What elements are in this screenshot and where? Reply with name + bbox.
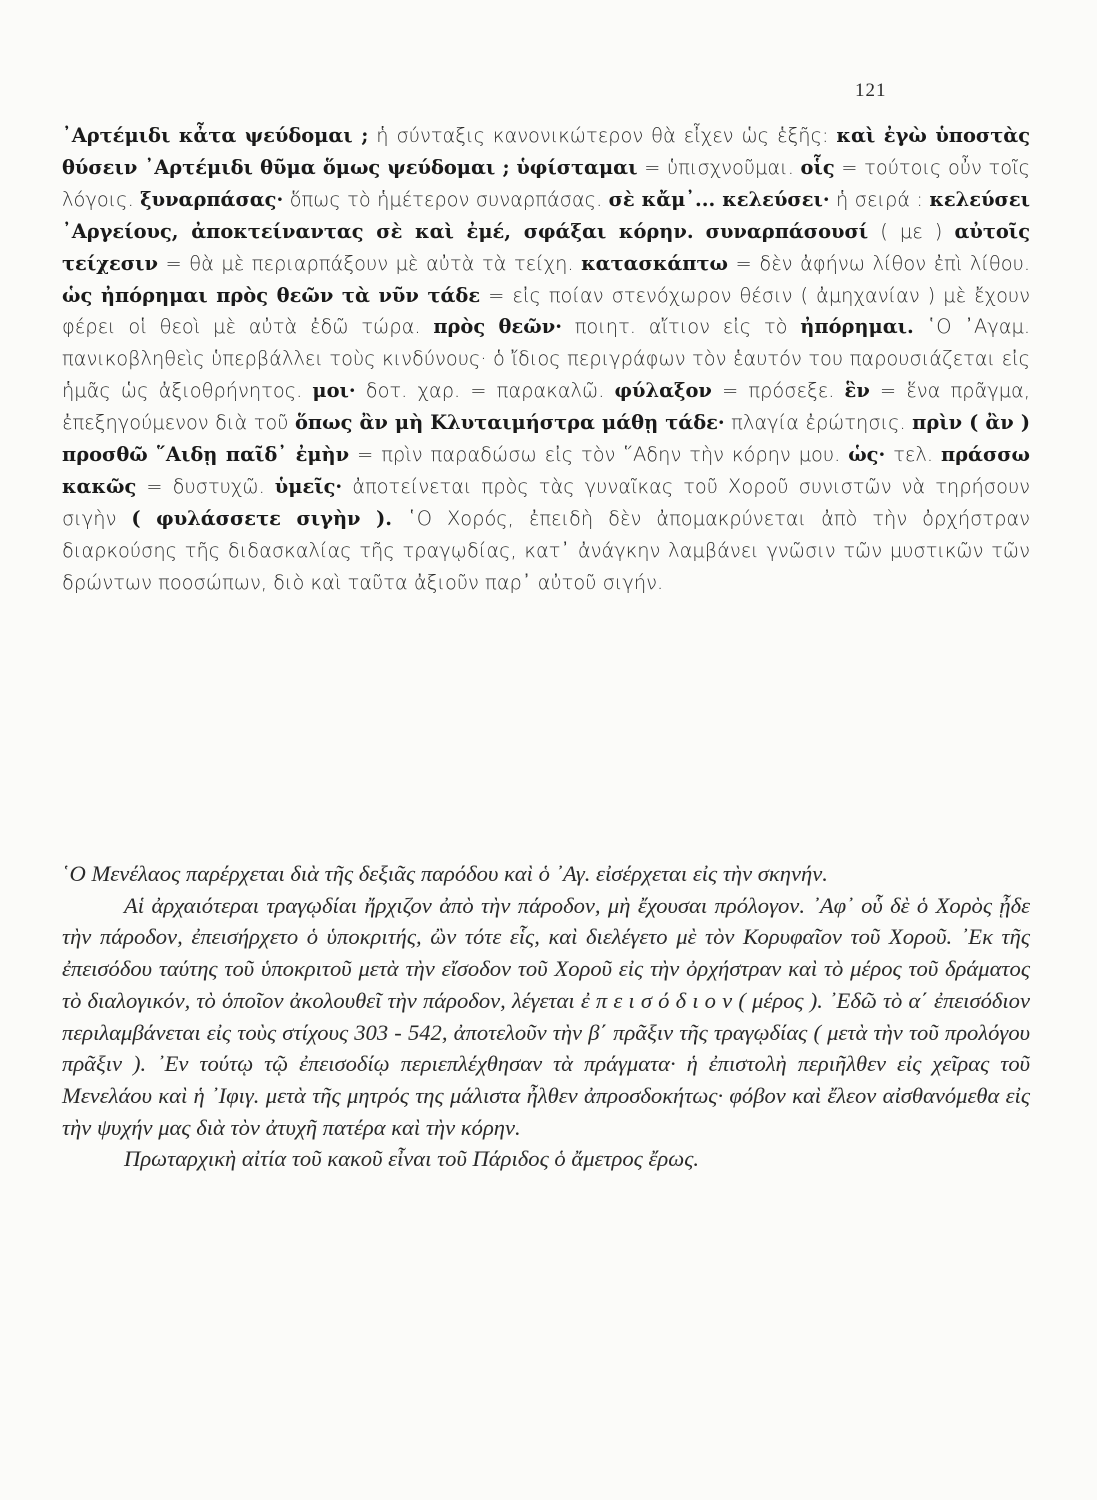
gloss: πλαγία ἐρώτησις. xyxy=(724,411,913,435)
lemma: φύλαξον xyxy=(614,379,712,403)
lemma: ἠπόρημαι. xyxy=(800,315,914,339)
italic-section xyxy=(62,858,1030,1175)
lemma: ὑφίσταμαι xyxy=(516,155,638,179)
gloss: = δυστυχῶ. xyxy=(136,474,275,498)
lemma: κελεύσει ᾿Αργείους, ἀποκτείναντας σὲ καὶ ἐμέ, σφάξαι κόρην. xyxy=(62,187,1030,243)
gloss: ὅπως τὸ ἡμέτερον συναρπάσας. xyxy=(283,187,609,211)
lemma: κατασκάπτω xyxy=(581,251,728,275)
lemma: ὡς ἠπόρημαι πρὸς θεῶν τὰ νῦν τάδε xyxy=(62,283,481,307)
gloss: = δὲν ἀφήνω λίθον ἐπὶ λίθου. xyxy=(728,251,1030,275)
gloss: ( με ) xyxy=(868,219,955,243)
lemma: ξυναρπάσας· xyxy=(140,187,284,211)
lemma: πρὸς θεῶν· xyxy=(433,315,562,339)
lemma: ἓν xyxy=(844,379,870,403)
episode-explanation: Αἱ ἀρχαιότεραι τραγῳδίαι ἤρχιζον ἀπὸ τὴν πάροδον, μὴ ἔχουσαι πρόλογον. ᾿Αφ᾿ οὗ δὲ ὁ Χορὸς ᾖδε τὴν πάροδον, ἐπεισήρχετο ὁ ὑποκριτής, ὢν τότε εἷς, καὶ διελέγετο μὲ τὸν Κορυφαῖον τοῦ Χοροῦ. ᾿Εκ τῆς ἐπεισόδου ταύτης τοῦ ὑποκριτοῦ μετὰ τὴν εἴσοδον τοῦ Χοροῦ εἰς τὴν ὀρχήστραν καὶ τὸ μέρος τοῦ δράματος τὸ διαλογικόν, τὸ ὁποῖον ἀκολουθεῖ τὴν πάροδον, λέγεται ἐ π ε ι σ ό δ ι ο ν ( μέρος ). ᾿Εδῶ τὸ α΄ ἐπεισόδιον περιλαμβάνεται εἰς τοὺς στίχους 303 - 542, ἀποτελοῦν τὴν β΄ πρᾶξιν τῆς τραγῳδίας ( μετὰ τὴν τοῦ προλόγου πρᾶξιν ). ᾿Εν τούτῳ τῷ ἐπεισοδίῳ περιεπλέχθησαν τὰ πράγματα· ἡ ἐπιστολὴ περιῆλθεν εἰς χεῖρας τοῦ Μενελάου καὶ ἡ ᾿Ιφιγ. μετὰ τῆς μητρός της μάλιστα ἦλθεν ἀπροσδοκήτως· φόβον καὶ ἔλεον αἰσθανόμεθα εἰς τὴν ψυχήν μας διὰ τὸν ἀτυχῆ πατέρα καὶ τὴν κόρην. xyxy=(62,892,1030,1140)
lemma: πράσσω κακῶς xyxy=(62,443,1031,498)
lemma: ( φυλάσσετε σιγὴν ). xyxy=(131,506,393,530)
stage-direction: ῾Ο Μενέλαος παρέρχεται διὰ τῆς δεξιᾶς παρόδου καὶ ὁ ᾿Αγ. εἰσέρχεται εἰς τὴν σκηνήν. xyxy=(62,861,828,886)
gloss: τελ. xyxy=(885,443,941,467)
gloss: ποιητ. αἴτιον εἰς τὸ xyxy=(561,315,801,339)
page-number: 121 xyxy=(855,80,887,101)
gloss: ἡ σειρά : xyxy=(829,187,930,211)
gloss: = ἕνα πρᾶγμα, ἐπεξηγούμενον διὰ τοῦ xyxy=(62,379,1030,435)
lemma: ὡς· xyxy=(848,443,886,467)
gloss: ἀποτείνεται πρὸς τὰς γυναῖκας τοῦ Χοροῦ συνιστῶν νὰ τηρήσουν σιγὴν xyxy=(62,474,1030,530)
gloss: ῾Ο Χορός, ἐπειδὴ δὲν ἀπομακρύνεται ἀπὸ τὴν ὀρχήστραν διαρκούσης τῆς διδασκαλίας τῆς τραγῳδίας, κατ᾿ ἀνάγκην λαμβάνει γνῶσιν τῶν μυστικῶν τῶν δρώντων ποοσώπων, διὸ καὶ ταῦτα ἀξιοῦν παρ᾿ αὐτοῦ σιγήν. xyxy=(62,506,1030,594)
lemma: αὐτοῖς τείχεσιν xyxy=(62,219,1030,275)
gloss: ἡ σύνταξις κανονικώτερον θὰ εἶχεν ὡς ἑξῆς: xyxy=(368,124,837,147)
gloss: = τούτοις οὖν τοῖς λόγοις. xyxy=(62,155,1030,211)
lemma: συναρπάσουσί xyxy=(705,219,869,243)
gloss: = ὑπισχνοῦμαι. xyxy=(637,155,801,179)
gloss: = πρόσεξε. xyxy=(711,379,845,403)
lemma: οἷς xyxy=(800,155,835,179)
cause-sentence: Πρωταρχικὴ αἰτία τοῦ κακοῦ εἶναι τοῦ Πάριδος ὁ ἄμετρος ἔρως. xyxy=(124,1146,700,1172)
gloss: δοτ. χαρ. = παρακαλῶ. xyxy=(355,379,615,403)
lemma: καὶ ἐγὼ ὑποστὰς θύσειν ᾿Αρτέμιδι θῦμα ὅμως ψεύδομαι ; xyxy=(62,124,1030,179)
lemma: μοι· xyxy=(312,379,356,403)
lemma: ὅπως ἂν μὴ Κλυταιμήστρα μάθῃ τάδε· xyxy=(295,411,725,435)
commentary-paragraph xyxy=(62,120,1030,599)
gloss: = πρὶν παραδώσω εἰς τὸν ῞Αδην τὴν κόρην μου. xyxy=(349,443,849,467)
lemma: ὑμεῖς· xyxy=(274,474,343,498)
gloss: ῾Ο ᾿Αγαμ. πανικοβληθεὶς ὑπερβάλλει τοὺς κινδύνους· ὁ ἴδιος περιγράφων τὸν ἑαυτόν του παρουσιάζεται εἰς ἡμᾶς ὡς ἀξιοθρήνητος. xyxy=(62,315,1031,403)
lemma: πρὶν ( ἂν ) προσθῶ ῞Αιδῃ παῖδ᾿ ἐμὴν xyxy=(62,411,1031,467)
gloss xyxy=(694,220,706,243)
lemma: ᾿Αρτέμιδι κἆτα ψεύδομαι ; xyxy=(62,124,369,147)
gloss: = θὰ μὲ περιαρπάξουν μὲ αὐτὰ τὰ τείχη. xyxy=(157,251,582,275)
gloss: = εἰς ποίαν στενόχωρον θέσιν ( ἀμηχανίαν ) μὲ ἔχουν φέρει οἱ θεοὶ μὲ αὐτὰ ἐδῶ τώρα. xyxy=(62,283,1030,339)
lemma: σὲ κἄμ᾿... κελεύσει· xyxy=(608,187,830,211)
